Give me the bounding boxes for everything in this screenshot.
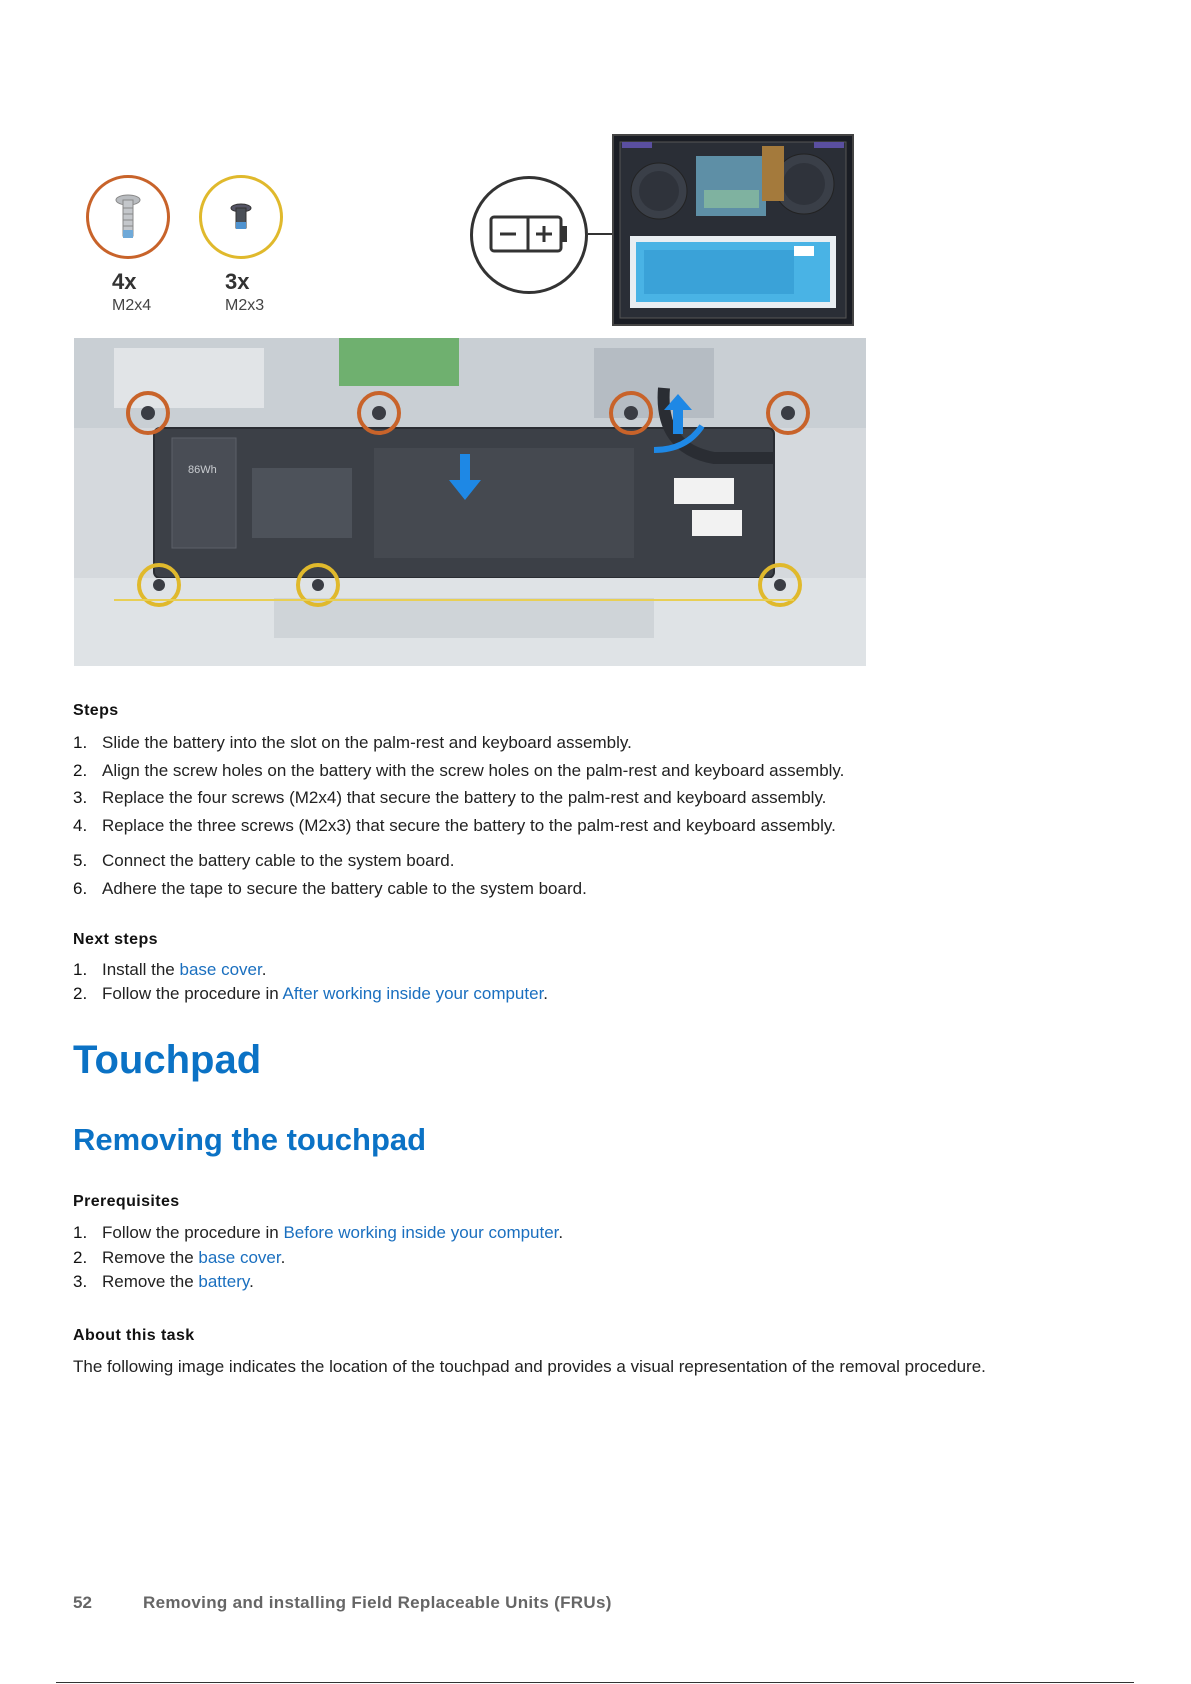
list-text: Align the screw holes on the battery with the screw holes on the palm-rest and keyboard assembly. xyxy=(102,760,845,780)
screw-legend-item-m2x4 xyxy=(86,175,172,314)
list-number: 2. xyxy=(73,984,88,1003)
list-item xyxy=(73,812,844,840)
list-number: 3. xyxy=(73,1272,88,1291)
screw-m2x4-size: M2x4 xyxy=(112,297,152,314)
list-number: 1. xyxy=(73,1223,88,1242)
before-working-link[interactable]: Before working inside your computer xyxy=(283,1223,559,1242)
list-text: Follow the procedure in xyxy=(102,984,283,1003)
list-item xyxy=(73,1221,563,1246)
prerequisites-list xyxy=(73,1221,563,1295)
laptop-overview-inset xyxy=(612,134,854,326)
screw-legend xyxy=(86,175,296,320)
list-text: Adhere the tape to secure the battery cable to the system board. xyxy=(102,878,587,898)
list-item xyxy=(73,958,548,982)
list-number: 1. xyxy=(73,960,88,979)
screw-m2x3-size: M2x3 xyxy=(225,297,265,314)
list-text: Slide the battery into the slot on the palm-rest and keyboard assembly. xyxy=(102,733,632,752)
list-number: 2. xyxy=(73,1247,88,1267)
battery-capacity-label: 86Wh xyxy=(188,464,217,476)
base-cover-link[interactable]: base cover xyxy=(179,960,262,979)
list-text: Remove the xyxy=(102,1247,199,1267)
list-number: 1. xyxy=(73,733,88,752)
page-number: 52 xyxy=(73,1593,92,1612)
list-item xyxy=(73,729,844,757)
list-text: Replace the three screws (M2x3) that secure the battery to the palm-rest and keyboard assembly. xyxy=(102,815,836,835)
after-working-link[interactable]: After working inside your computer xyxy=(282,984,544,1003)
list-text-end: . xyxy=(261,960,267,979)
list-text: Install the xyxy=(102,960,180,979)
section-title: Touchpad xyxy=(73,1038,262,1082)
footer-rule xyxy=(56,1682,1134,1683)
battery-link[interactable]: battery xyxy=(198,1272,250,1291)
list-number: 3. xyxy=(73,788,88,807)
about-task-heading: About this task xyxy=(73,1327,195,1344)
list-item xyxy=(73,757,844,785)
next-steps-list xyxy=(73,958,548,1006)
list-item xyxy=(73,1246,563,1271)
chapter-title: Removing and installing Field Replaceable Units (FRUs) xyxy=(143,1593,612,1612)
screw-m2x3-qty: 3x xyxy=(225,269,250,294)
list-number: 6. xyxy=(73,878,88,898)
screw-legend-item-m2x3 xyxy=(199,175,285,314)
list-text-end: . xyxy=(543,984,549,1003)
next-steps-heading: Next steps xyxy=(73,931,158,948)
list-text: Replace the four screws (M2x4) that secure the battery to the palm-rest and keyboard assembly. xyxy=(102,788,827,807)
list-text: Connect the battery cable to the system board. xyxy=(102,851,455,870)
list-text: Follow the procedure in xyxy=(102,1223,284,1242)
list-text-end: . xyxy=(249,1272,254,1291)
list-text-end: . xyxy=(280,1247,286,1267)
battery-icon xyxy=(470,176,588,294)
screw-m2x3-icon xyxy=(199,175,283,259)
subsection-title: Removing the touchpad xyxy=(73,1122,427,1157)
list-number: 2. xyxy=(73,760,88,780)
prerequisites-heading: Prerequisites xyxy=(73,1193,180,1210)
base-cover-link[interactable]: base cover xyxy=(198,1247,281,1267)
screw-m2x4-qty: 4x xyxy=(112,269,137,294)
list-item xyxy=(73,1270,563,1295)
steps-heading: Steps xyxy=(73,702,119,719)
list-item xyxy=(73,847,844,875)
about-task-text: The following image indicates the location of the touchpad and provides a visual representation of the removal procedure. xyxy=(73,1357,986,1376)
list-item xyxy=(73,875,844,903)
list-item xyxy=(73,784,844,812)
steps-list xyxy=(73,729,844,902)
list-text: Remove the xyxy=(102,1272,199,1291)
screw-m2x4-icon xyxy=(86,175,170,259)
list-text-end: . xyxy=(558,1223,564,1242)
list-number: 5. xyxy=(73,851,88,870)
battery-installation-figure xyxy=(74,338,866,666)
list-item xyxy=(73,982,548,1006)
list-number: 4. xyxy=(73,815,88,835)
